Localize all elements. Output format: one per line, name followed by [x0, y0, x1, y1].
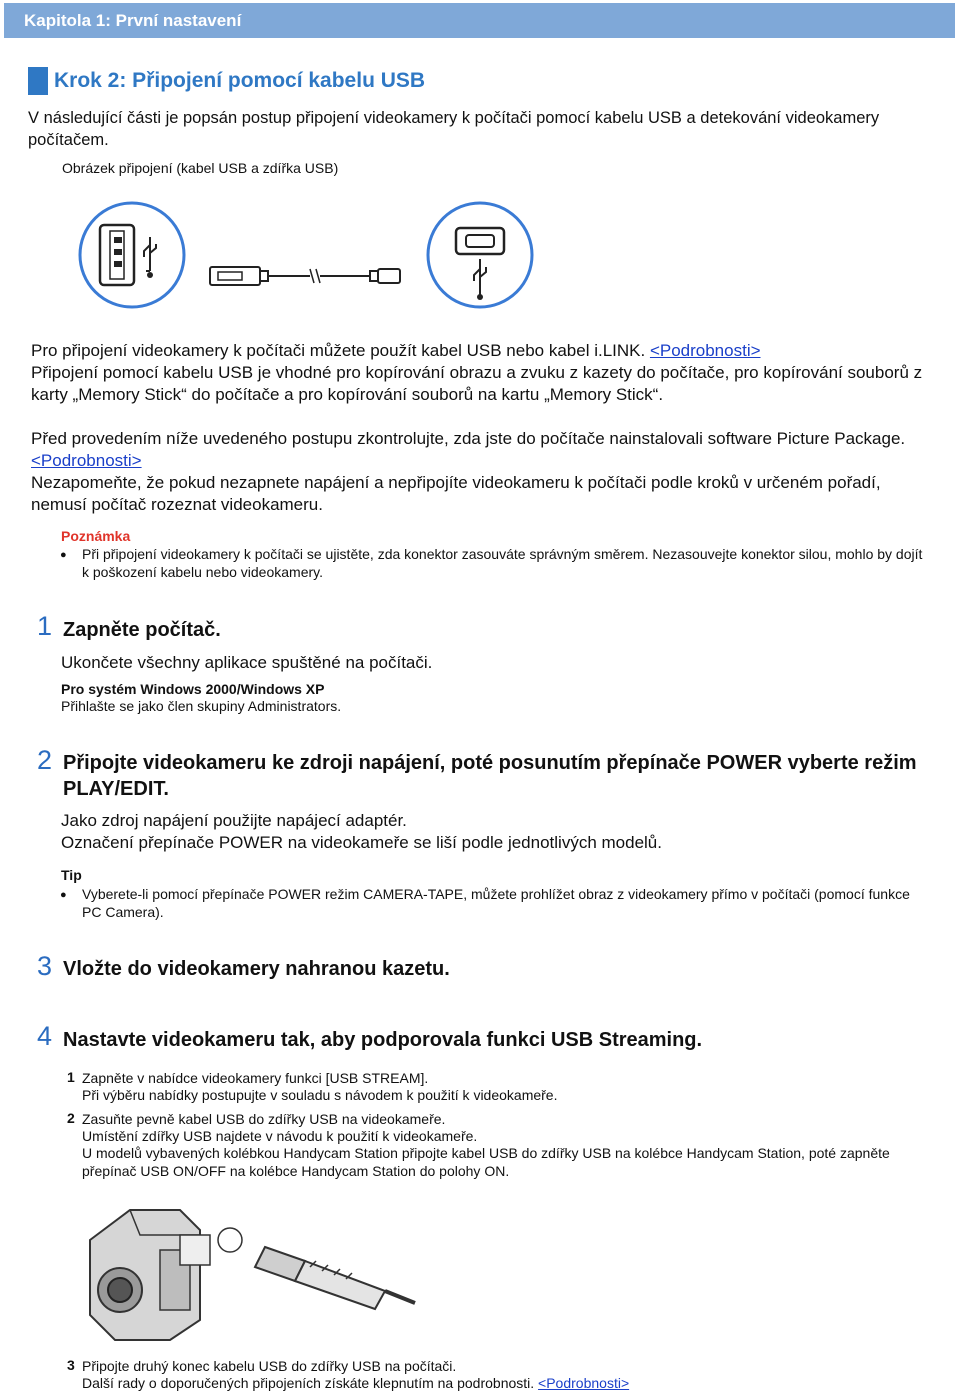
usb-connection-figure [70, 195, 540, 320]
details-link-3[interactable]: <Podrobnosti> [538, 1375, 630, 1391]
figure-caption: Obrázek připojení (kabel USB a zdířka USB) [62, 160, 339, 176]
step-1-text: Ukončete všechny aplikace spuštěné na počítači. [61, 653, 433, 672]
substep-1-line-2: Při výběru nabídky postupujte v souladu s návodem k použití k videokameře. [82, 1087, 558, 1103]
substep-1-number: 1 [67, 1069, 75, 1085]
details-link-2[interactable]: <Podrobnosti> [31, 451, 142, 470]
substep-3-line-2 [82, 1374, 629, 1392]
step-1-subheading: Pro systém Windows 2000/Windows XP [61, 681, 325, 697]
paragraph-3-text: Před provedením níže uvedeného postupu zkontrolujte, zda jste do počítače nainstalovali software Picture Package. [31, 429, 906, 448]
note-text: ● Při připojení videokamery k počítači se ujistěte, zda konektor zasouváte správným směrem. Nezasouvejte konektor silou, mohlo by dojít k poškození kabelu nebo videokamery. [82, 545, 932, 581]
section-title: Krok 2: Připojení pomocí kabelu USB [54, 69, 426, 92]
details-link-1[interactable]: <Podrobnosti> [649, 341, 761, 360]
step-2-title: Připojte videokameru ke zdroji napájení, poté posunutím přepínače POWER vyberte režim PLAY/EDIT. [63, 752, 917, 800]
step-2-text-1: Jako zdroj napájení použijte napájecí adaptér. [61, 811, 407, 830]
usb-cable-icon [210, 267, 400, 285]
tip-text: ● Vyberete-li pomocí přepínače POWER režim CAMERA-TAPE, můžete prohlížet obraz z videokamery přímo v počítači (pomocí funkce PC Camera). [82, 885, 912, 921]
note-label: Poznámka [61, 528, 131, 544]
step-4-title: Nastavte videokameru tak, aby podporovala funkci USB Streaming. [63, 1029, 703, 1051]
section-heading [28, 66, 425, 96]
paragraph-3 [31, 428, 931, 472]
usb-plug-icon [255, 1247, 415, 1309]
intro-text: V následující části je popsán postup připojení videokamery k počítači pomocí kabelu USB a detekování videokamery počítačem. [28, 109, 880, 149]
usb-port-camera-icon [428, 203, 532, 307]
substep-3-number: 3 [67, 1357, 75, 1373]
step-4-number: 4 [37, 1021, 53, 1051]
step-1-number: 1 [37, 611, 53, 641]
substep-2-line-3: U modelů vybavených kolébkou Handycam Station připojte kabel USB do zdířky USB na kolébce Handycam Station, poté zapněte přepínač USB ON/OFF na kolébce Handycam Station do polohy ON. [82, 1145, 890, 1179]
camcorder-icon [90, 1210, 242, 1340]
step-2-number: 2 [37, 745, 53, 775]
step-3-title: Vložte do videokamery nahranou kazetu. [63, 958, 450, 980]
substep-2-line-1: Zasuňte pevně kabel USB do zdířky USB na videokameře. [82, 1111, 446, 1127]
substep-1-line-1: Zapněte v nabídce videokamery funkci [USB STREAM]. [82, 1070, 429, 1086]
substep-3-line-2-text: Další rady o doporučených připojeních získáte klepnutím na podrobnosti. [82, 1375, 539, 1391]
chapter-title-bar: Kapitola 1: První nastavení [4, 3, 955, 38]
step-2-text-2: Označení přepínače POWER na videokameře se liší podle jednotlivých modelů. [61, 833, 662, 852]
substep-3-line-1: Připojte druhý konec kabelu USB do zdířky USB na počítači. [82, 1358, 457, 1374]
substep-2-number: 2 [67, 1110, 75, 1126]
paragraph-4: Nezapomeňte, že pokud nezapnete napájení a nepřipojíte videokameru k počítači podle kroků v určeném pořadí, nemusí počítač rozeznat videokameru. [31, 473, 881, 514]
substep-2-line-2: Umístění zdířky USB najdete v návodu k použití k videokameře. [82, 1128, 478, 1144]
paragraph-1 [31, 340, 931, 362]
camcorder-usb-figure [80, 1195, 500, 1345]
usb-port-pc-icon [80, 203, 184, 307]
paragraph-1-text: Pro připojení videokamery k počítači můžete použít kabel USB nebo kabel i.LINK. [31, 341, 650, 360]
step-1-title: Zapněte počítač. [63, 619, 221, 641]
paragraph-2: Připojení pomocí kabelu USB je vhodné pro kopírování obrazu a zvuku z kazety do počítače, pro kopírování souborů z karty „Memory Stick“ do počítače a pro kopírování souborů na kartu „Memory Stick“. [31, 363, 923, 404]
section-marker [28, 67, 48, 95]
tip-label: Tip [61, 867, 82, 883]
step-1-subtext: Přihlašte se jako člen skupiny Administrators. [61, 698, 342, 714]
step-3-number: 3 [37, 951, 53, 981]
